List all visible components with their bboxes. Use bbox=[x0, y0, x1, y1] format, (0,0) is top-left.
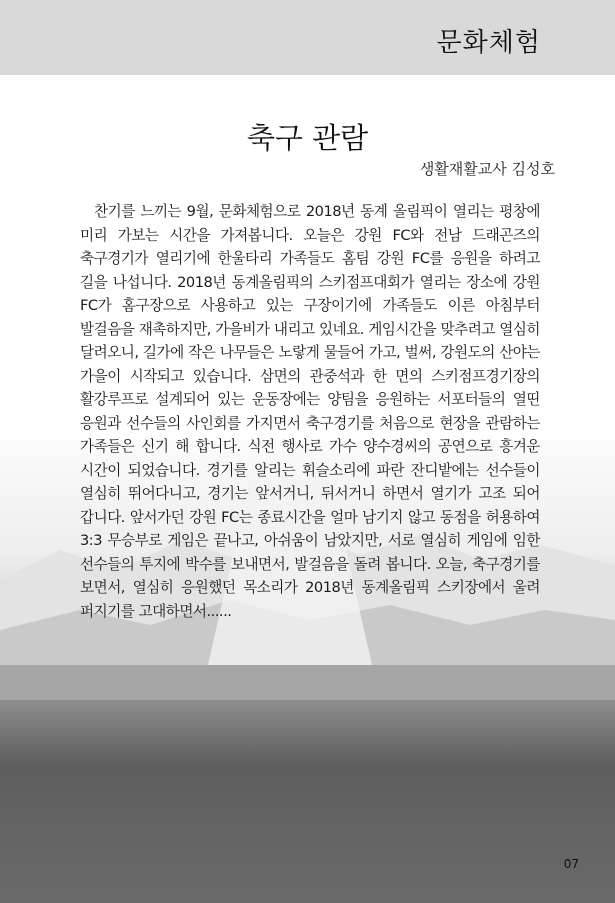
article-byline: 생활재활교사 김성호 bbox=[419, 160, 555, 178]
page-number: 07 bbox=[563, 857, 579, 871]
article-body: 찬기를 느끼는 9월, 문화체험으로 2018년 동계 올림픽이 열리는 평창에 미리 가보는 시간을 가져봅니다. 오늘은 강원 FC와 전남 드래곤즈의 축구경기가 열리기에 한울타리 가족들도 홈팀 강원 FC를 응원을 하려고 길을 나섭니다. 2018년 동계올림픽의 스키점프대회가 열리는 장소에 강원 FC가 홈구장으로 사용하고 있는 구장이기에 가족들도 이른 아침부터 발걸음을 재촉하지만, 가을비가 내리고 있네요. 게임시간을 맞추려고 열심히 달려오니, 길가에 작은 나무들은 노랗게 물들어 가고, 벌써, 강원도의 산야는 가을이 시작되고 있습니다. 삼면의 관중석과 한 면의 스키점프경기장의 활강루프로 설계되어 있는 운동장에는 양팀을 응원하는 서포터들의 열띤 응원과 선수들의 사인회를 가지면서 축구경기를 처음으로 현장을 관람하는 가족들은 신기 해 합니다. 식전 행사로 가수 양수경씨의 공연으로 흥겨운 시간이 되었습니다. 경기를 알리는 휘슬소리에 파란 잔디밭에는 선수들이 열심히 뛰어다니고, 경기는 앞서거니, 뒤서거니 하면서 열기가 고조 되어 갑니다. 앞서가던 강원 FC는 종료시간을 얼마 남기지 않고 동점을 허용하여 3:3 무승부로 게임은 끝나고, 아쉬움이 남았지만, 서로 열심히 게임에 임한 선수들의 투지에 박수를 보내면서, 발걸음을 돌려 봅니다. 오늘, 축구경기를 보면서, 열심히 응원했던 목소리가 2018년 동계올림픽 스키장에서 울려 퍼지기를 고대하면서...... bbox=[80, 203, 540, 620]
section-header bbox=[0, 0, 615, 75]
section-title: 문화체험 bbox=[436, 28, 541, 58]
article-title: 축구 관람 bbox=[246, 121, 369, 155]
